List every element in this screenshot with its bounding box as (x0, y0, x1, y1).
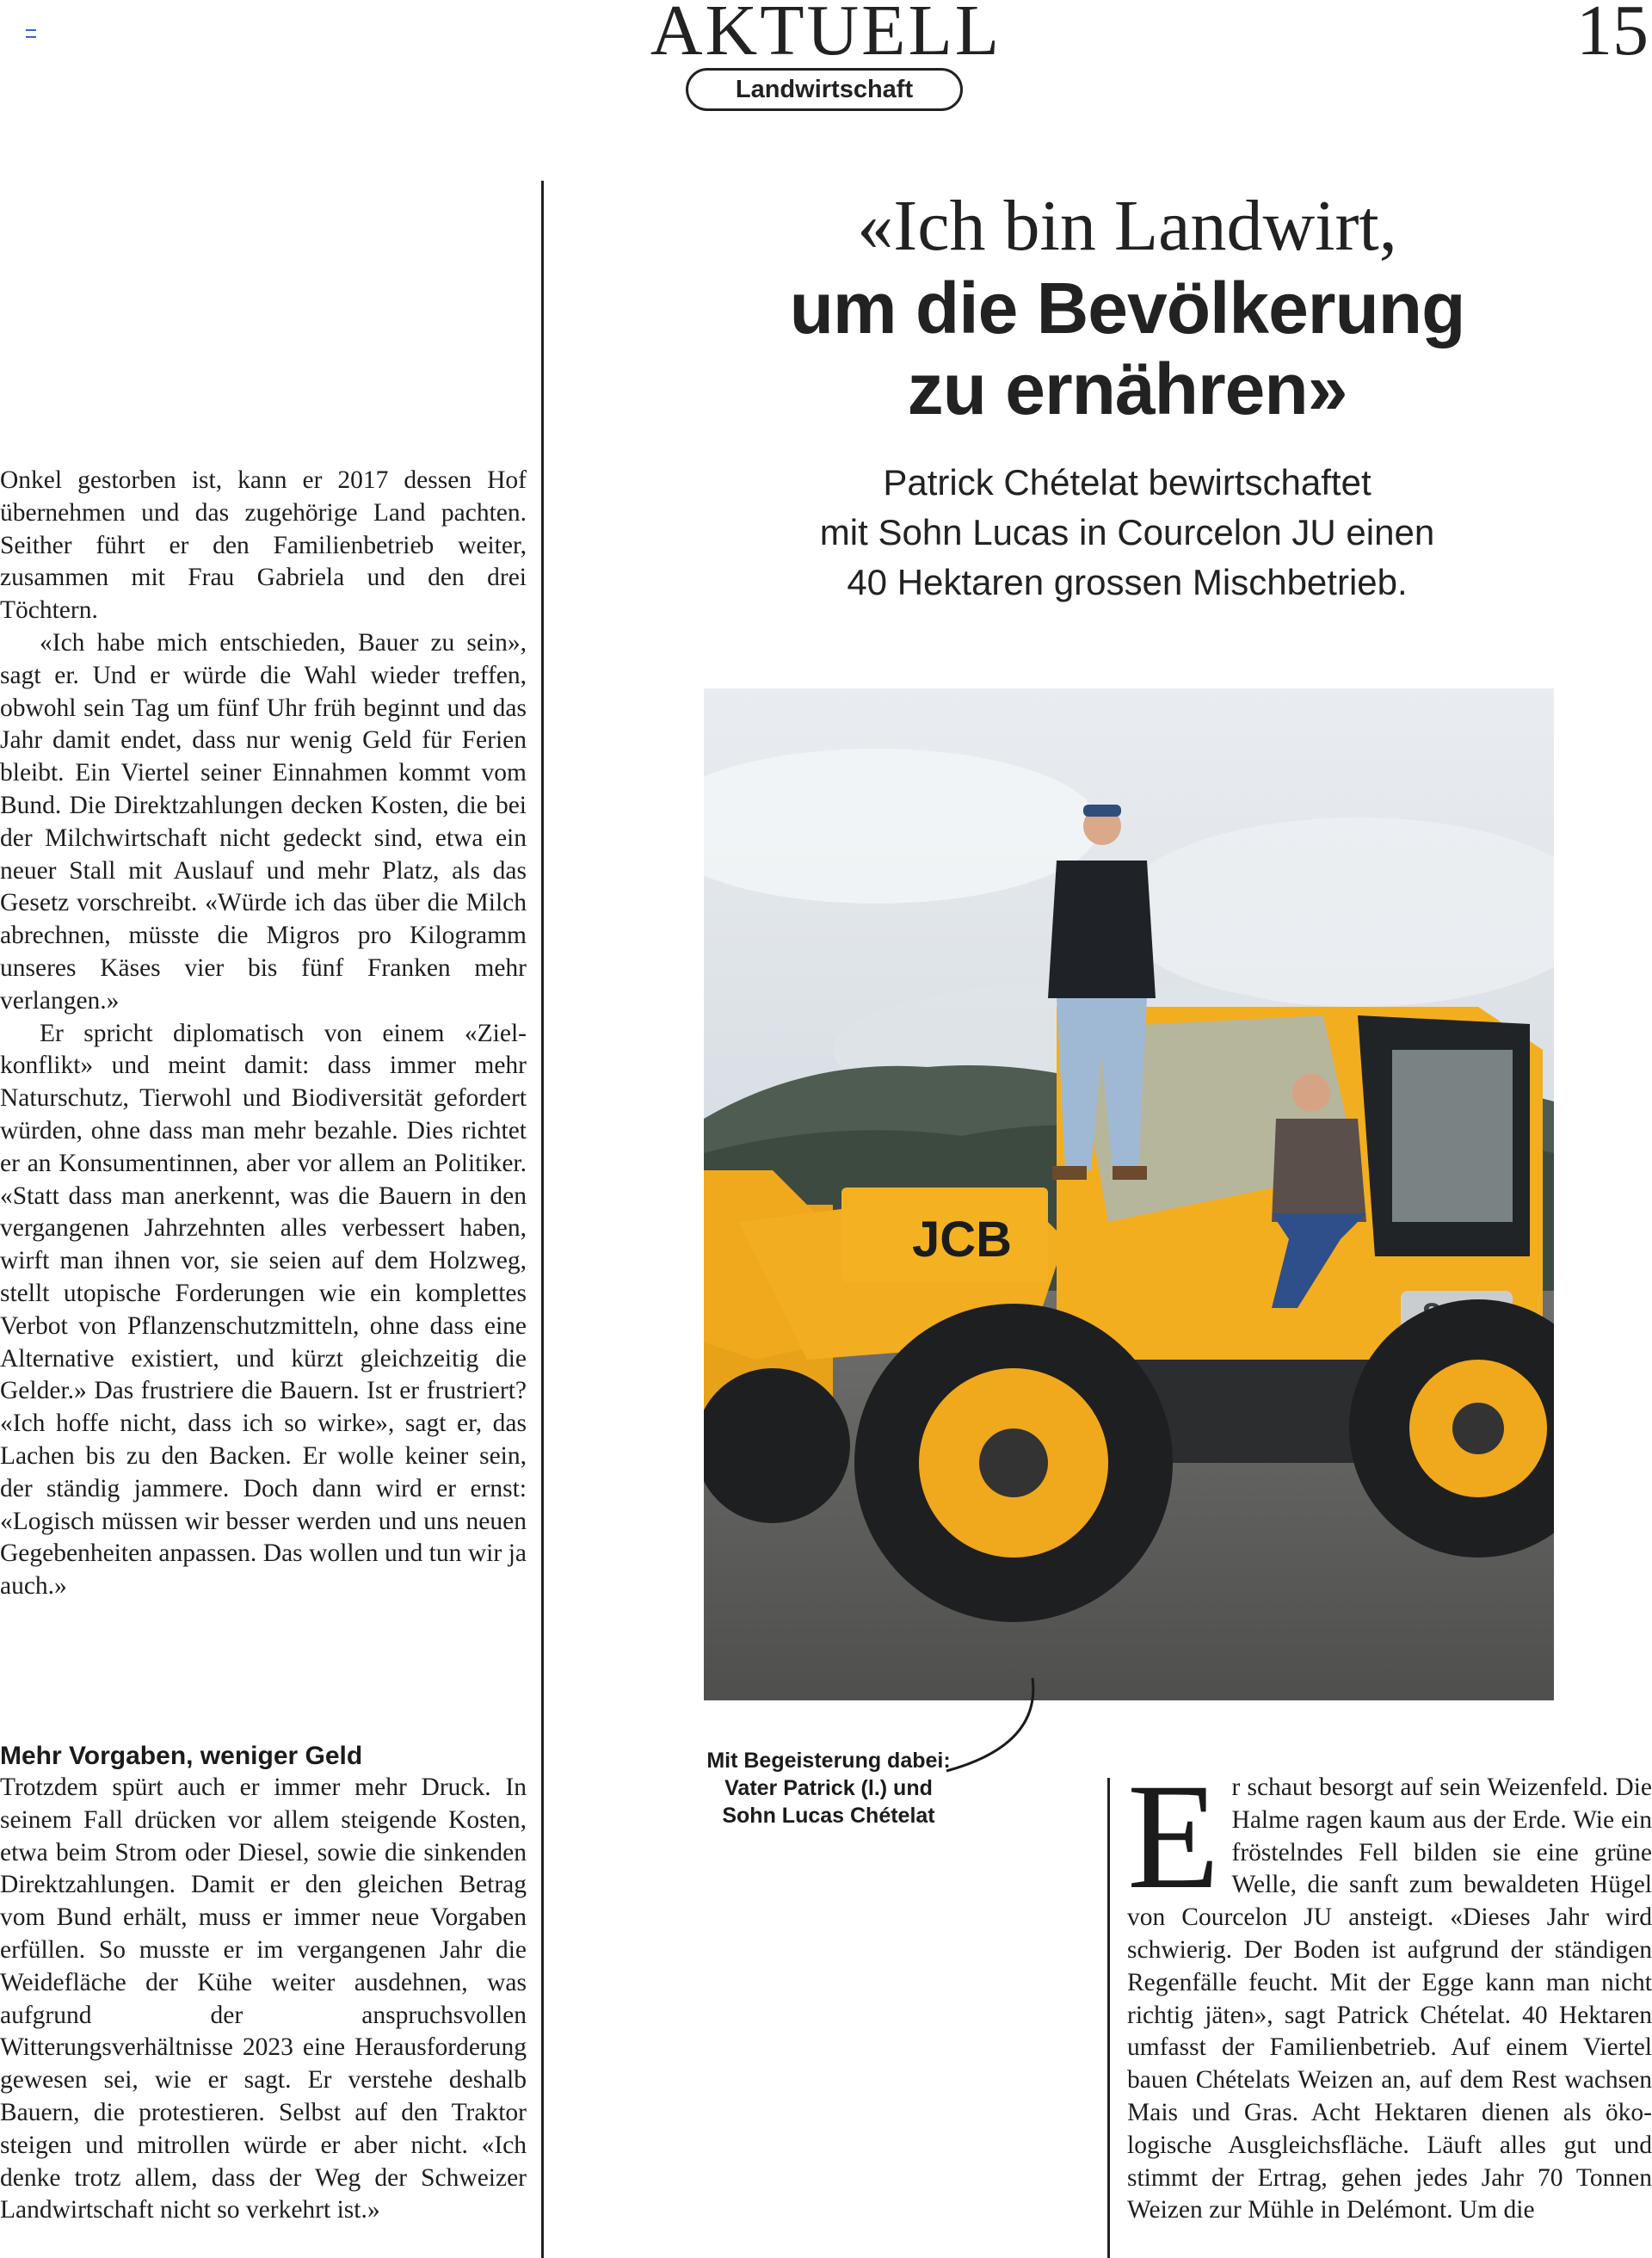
left-column (0, 465, 527, 1603)
section-title: AKTUELL (650, 0, 1002, 71)
category-tag: Landwirtschaft (686, 68, 963, 111)
photo-caption: Mit Begeisterung dabei: Vater Patrick (l.) und Sohn Lucas Chételat (706, 1749, 951, 1828)
paragraph: «Ich habe mich entschieden, Bauer zu sein», sagt er. Und er würde die Wahl wieder treffen, obwohl sein Tag um fünf Uhr früh beginnt und das Jahr damit endet, dass nur wenig Geld für Ferien bleibt. Ein Viertel seiner Einnahmen kommt vom Bund. Die Direktzahlungen decken Kosten, die bei der Milchwirtschaft nicht gedeckt sind, etwa ein neuer Stall mit Auslauf und mehr Platz, als das Gesetz vorschreibt. «Würde ich das über die Milch abrechnen, müsste die Migros pro Kilogramm unseres Käses vier bis fünf Franken mehr verlangen.» (0, 628, 527, 1015)
headline-line2: um die Bevölkerung (789, 268, 1465, 349)
lead-line: mit Sohn Lucas in Courcelon JU einen (819, 512, 1435, 552)
paragraph: Er spricht diplomatisch von einem «Zielkonflikt» und meint damit: dass immer mehr Naturschutz, Tierwohl und Biodiversität gefordert würden, ohne dass man mehr bezahle. Dies richtet er an Konsumentinnen, aber vor allem an Politiker. «Statt dass man anerkennt, was die Bauern in den vergangenen Jahrzehnten alles verbessert haben, wirft man ihnen vor, sie seien auf dem Holzweg, stellt utopische Forderungen wie ein komplettes Verbot von Pflanzenschutzmitteln, ohne dass eine Alternative existiert, und kürzt gleichzeitig die Gelder.» Das frustriere die Bauern. Ist er frustriert? «Ich hoffe nicht, dass ich so wirke», sagt er, das Lachen bis zu den Backen. Er wolle keiner sein, der ständig jammere. Doch dann wird er ernst: «Logisch müssen wir besser werden und uns neuen Gegebenheiten anpassen. Das wollen und tun wir ja auch.» (0, 1019, 527, 1601)
caption-pointer (938, 1676, 1050, 1788)
lead-line: Patrick Chételat bewirtschaftet (883, 462, 1372, 503)
tractor-logo: JCB (911, 1212, 1013, 1268)
lead-line: 40 Hektaren grossen Mischbetrieb. (847, 562, 1408, 602)
paragraph: r schaut besorgt auf sein Weizenfeld. Die Halme ragen kaum aus der Erde. Wie ein fröstelndes Fell bilden sie eine grüne Welle, die sanft zum bewaldeten Hügel von Courcelon JU ansteigt. «Dieses Jahr wird schwierig. Der Boden ist aufgrund der ständigen Regenfälle feucht. Mit der Egge kann man nicht richtig jäten», sagt Patrick Chételat. 40 Hektaren umfasst der Familienbetrieb. Auf einem Viertel bauen Chételats Weizen an, auf dem Rest wachsen Mais und Gras. Acht Hektaren dienen als ökologische Ausgleichsfläche. Läuft alles gut und stimmt der Ertrag, gehen jedes Jahr 70 Tonnen Weizen zur Mühle in Delémont. Um die (1127, 1774, 1652, 2224)
drop-cap: E (1127, 1753, 1220, 1921)
lead-text (740, 458, 1514, 608)
page-number: 15 (1576, 0, 1649, 71)
headline-line1: «Ich bin Landwirt, (857, 186, 1397, 266)
subheading: Mehr Vorgaben, weniger Geld (0, 1742, 363, 1770)
column-divider-right (1107, 1778, 1110, 2258)
paragraph: Trotzdem spürt auch er immer mehr Druck. In seinem Fall drücken vor allem steigende Kosten, etwa beim Strom oder Diesel, sowie die sinkenden Direktzahlungen. Damit er den gleichen Betrag vom Bund erhält, muss er immer neue Vorgaben erfüllen. So musste er im vergangenen Jahr die Weidefläche der Kühe weiter ausdehnen, was aufgrund der anspruchsvollen Witterungsverhältnisse 2023 eine Herausforderung gewesen sei, wie er sagt. Er verstehe deshalb Bauern, die protestieren. Selbst auf den Traktor steigen und mitrollen würde er aber nicht. «Ich denke trotz allem, dass der Weg der Schweizer Landwirtschaft nicht so verkehrt ist.» (0, 1774, 527, 2224)
headline-line3: zu ernähren» (907, 349, 1347, 429)
headline (706, 185, 1549, 429)
paragraph: Onkel gestorben ist, kann er 2017 dessen Hof übernehmen und das zugehörige Land pachten. Seither führt er den Familienbetrieb weiter, zusammen mit Frau Gabriela und den drei Töchtern. (0, 466, 527, 625)
photo-farmers-tractor (704, 688, 1554, 1700)
right-column (1127, 1753, 1652, 2227)
column-divider (541, 181, 544, 2258)
